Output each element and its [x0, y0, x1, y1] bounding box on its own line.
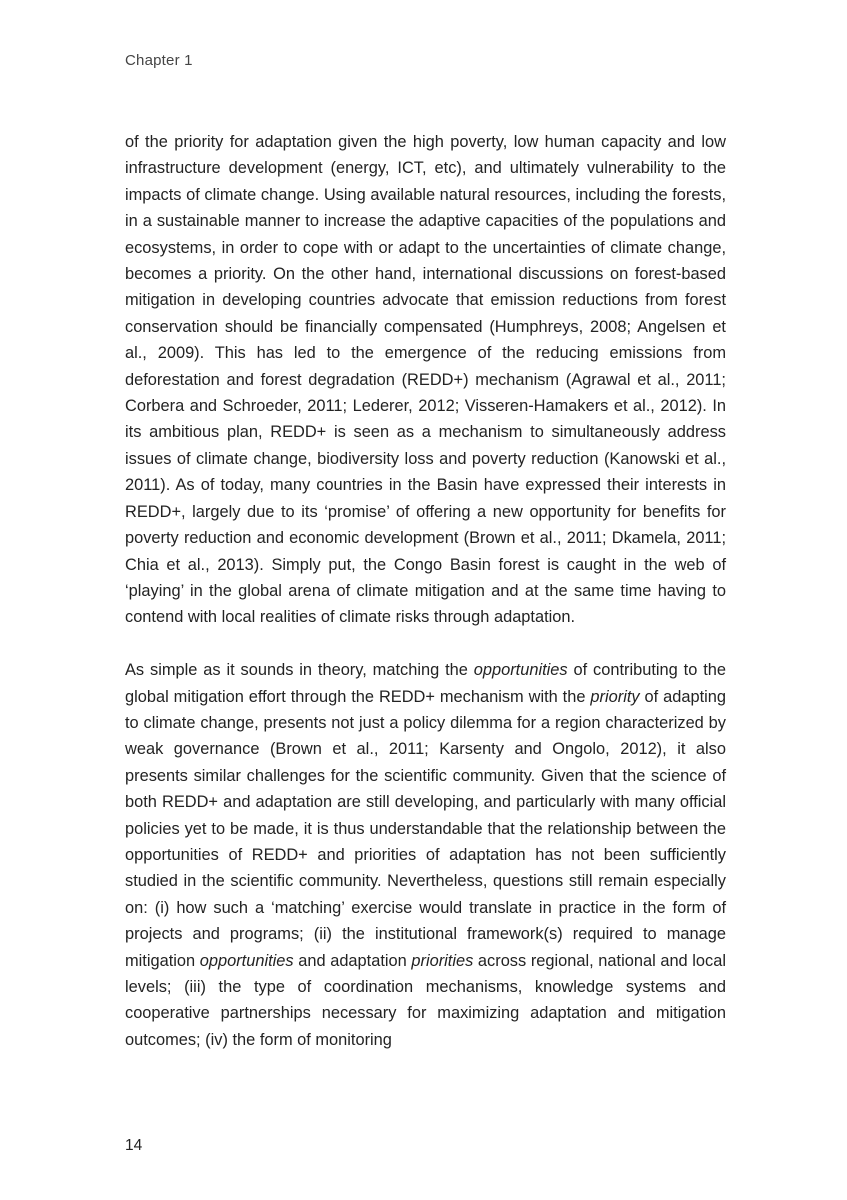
italic-text-run: opportunities [473, 661, 568, 680]
italic-text-run: priority [590, 687, 640, 706]
italic-text-run: priorities [411, 951, 474, 970]
page-number: 14 [125, 1137, 143, 1154]
body-text [125, 129, 726, 1053]
text-run: of contributing to the global mitigation effort through the REDD+ mechanism with the [125, 661, 727, 706]
text-run: of the priority for adaptation given the high poverty, low human capacity and low infrastructure development (energy, ICT, etc), and ultimately vulnerability to the impacts of climate change. Using available natural resources, including the forests, in a sustainable manner to increase the adaptive capacities of the populations and ecosystems, in order to cope with or adapt to the uncertainties of climate change, becomes a priority. On the other hand, international discussions on forest-based mitigation in developing countries advocate that emission reductions from forest conservation should be financially compensated (Humphreys, 2008; Angelsen et al., 2009). This has led to the emergence of the reducing emissions from deforestation and forest degradation (REDD+) mechanism (Agrawal et al., 2011; Corbera and Schroeder, 2011; Lederer, 2012; Visseren-Hamakers et al., 2012). In its ambitious plan, REDD+ is seen as a mechanism to simultaneously address issues of climate change, biodiversity loss and poverty reduction (Kanowski et al., 2011). As of today, many countries in the Basin have expressed their interests in REDD+, largely due to its ‘promise’ of offering a new opportunity for benefits for poverty reduction and economic development (Brown et al., 2011; Dkamela, 2011; Chia et al., 2013). Simply put, the Congo Basin forest is caught in the web of ‘playing’ in the global arena of climate mitigation and at the same time having to contend with local realities of climate risks through adaptation. [125, 133, 726, 627]
running-header: Chapter 1 [125, 52, 193, 69]
text-run: As simple as it sounds in theory, matching the [125, 661, 474, 680]
text-run: across regional, national and local levels; (iii) the type of coordination mechanisms, knowledge systems and cooperative partnerships necessary for maximizing adaptation and mitigation outcomes; (iv) the form of monitoring [125, 951, 726, 1049]
paragraph [125, 657, 726, 1053]
text-run: of adapting to climate change, presents not just a policy dilemma for a region characterized by weak governance (Brown et al., 2011; Karsenty and Ongolo, 2012), it also presents similar challenges for the scientific community. Given that the science of both REDD+ and adaptation are still developing, and particularly with many official policies yet to be made, it is thus understandable that the relationship between the opportunities of REDD+ and priorities of adaptation has not been sufficiently studied in the scientific community. Nevertheless, questions still remain especially on: (i) how such a ‘matching’ exercise would translate in practice in the form of projects and programs; (ii) the institutional framework(s) required to manage mitigation [125, 687, 727, 970]
text-run: and adaptation [293, 951, 412, 970]
paragraph [125, 129, 726, 631]
italic-text-run: opportunities [199, 951, 294, 970]
